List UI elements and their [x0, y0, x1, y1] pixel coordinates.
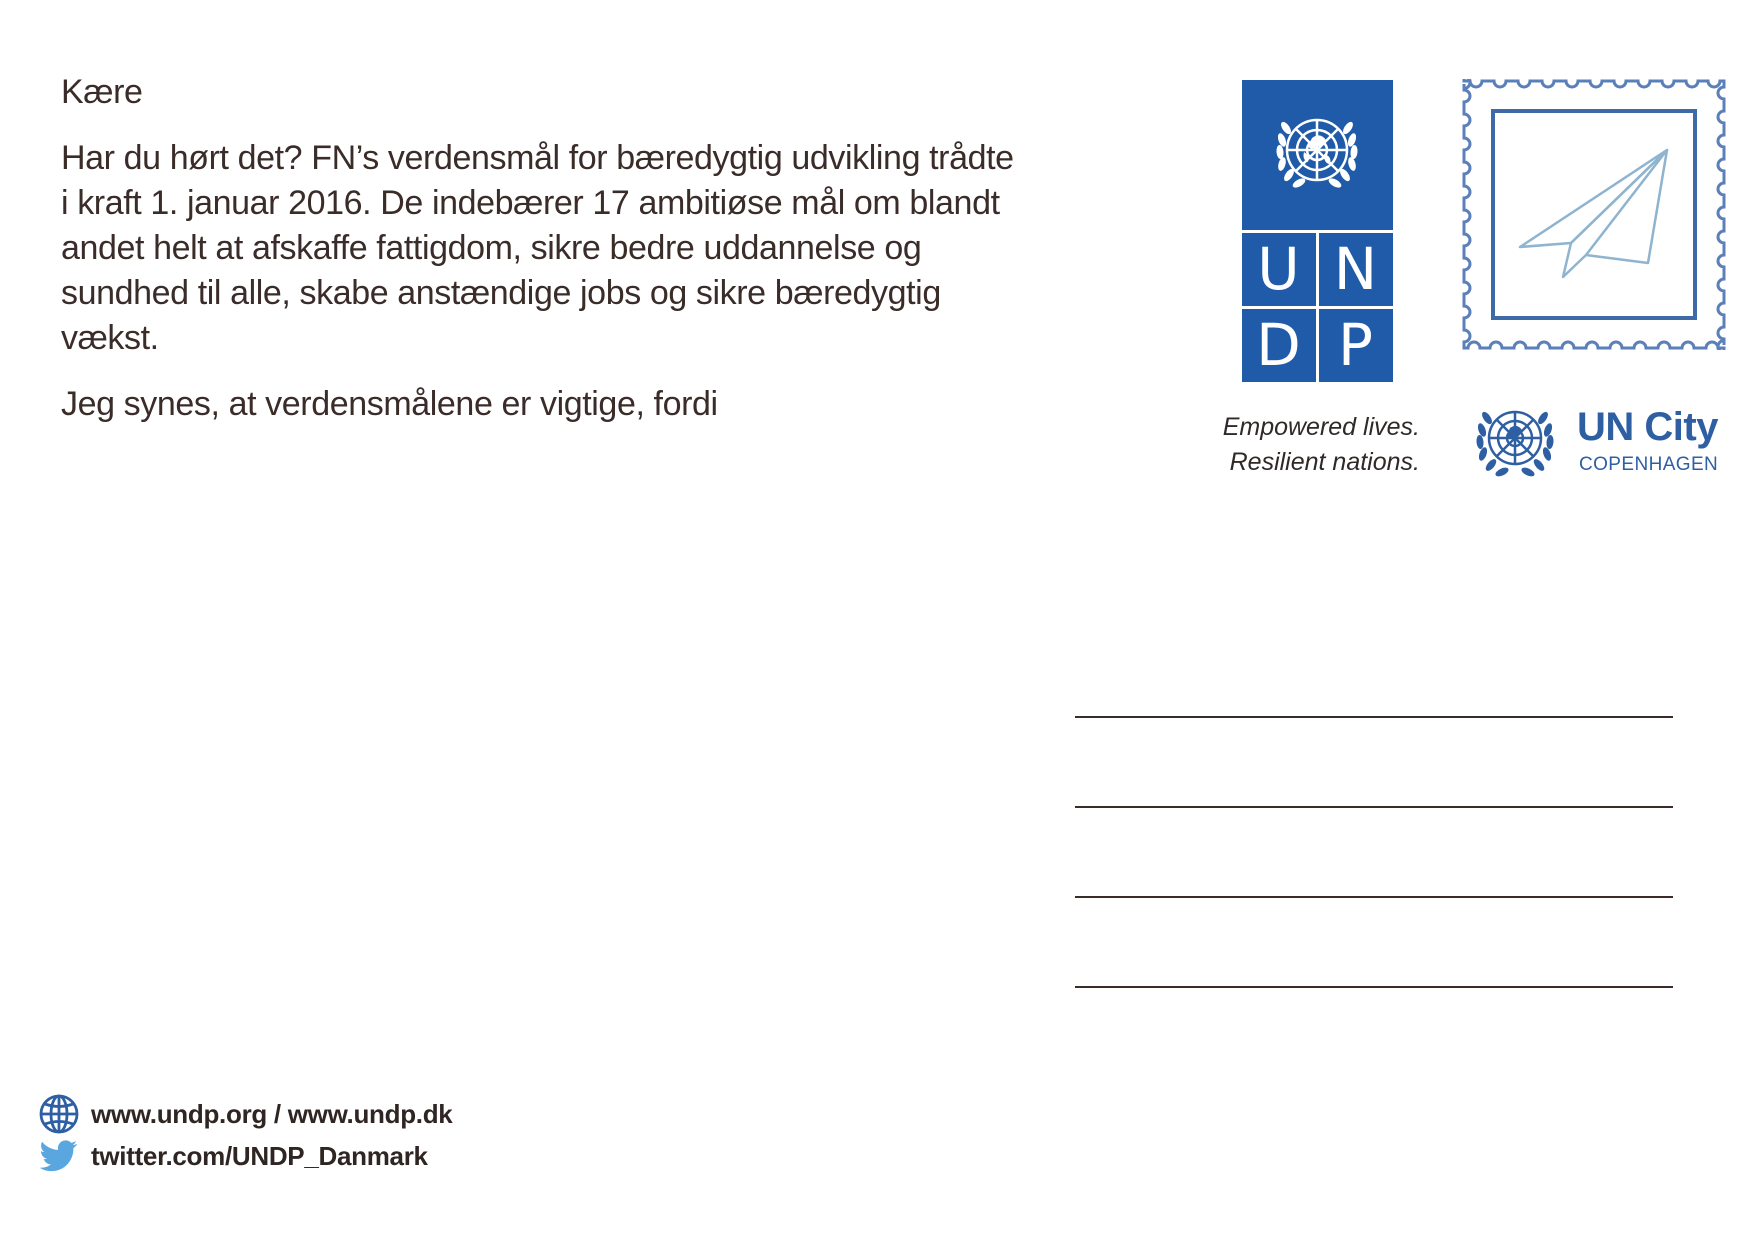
undp-logo: [1242, 80, 1393, 382]
address-line[interactable]: [1075, 806, 1673, 808]
stamp-box: [1462, 79, 1726, 350]
undp-letter-n: N: [1333, 235, 1378, 303]
globe-icon: [38, 1093, 80, 1135]
message-block: [61, 70, 1021, 427]
un-emblem-icon: [1460, 392, 1570, 492]
paper-plane-icon: [1520, 150, 1667, 277]
salutation: Kære: [61, 73, 143, 111]
footer-links: [38, 1093, 452, 1177]
undp-letter-d: D: [1256, 311, 1301, 379]
address-line[interactable]: [1075, 986, 1673, 988]
un-emblem-icon: [1242, 80, 1393, 230]
tagline-line-2: Resilient nations.: [1229, 448, 1420, 476]
twitter-row: [38, 1135, 452, 1177]
tagline-line-1: Empowered lives.: [1222, 413, 1420, 441]
website-link[interactable]: www.undp.org / www.undp.dk: [91, 1098, 453, 1129]
undp-tagline: [1180, 410, 1420, 480]
un-city-title: UN City: [1577, 405, 1718, 449]
twitter-bird-icon: [38, 1135, 80, 1177]
un-city-subtitle: COPENHAGEN: [1579, 454, 1719, 475]
website-row: [38, 1093, 452, 1135]
undp-letter-u: U: [1257, 235, 1300, 303]
message-prompt: Jeg synes, at verdensmålene er vigtige, fordi: [61, 385, 718, 423]
twitter-link[interactable]: twitter.com/UNDP_Danmark: [91, 1140, 428, 1171]
undp-letter-p: P: [1338, 311, 1373, 379]
address-line[interactable]: [1075, 716, 1673, 718]
message-body: Har du hørt det? FN’s verdensmål for bæredygtig udvikling trådte i kraft 1. januar 2016. De indebærer 17 ambitiøse mål om blandt andet helt at afskaffe fattigdom, sikre bedre uddannelse og sundhed til alle, skabe anstændige jobs og sikre bæredygtig vækst.: [61, 139, 1014, 357]
un-city-logo: [1460, 392, 1730, 492]
address-line[interactable]: [1075, 896, 1673, 898]
